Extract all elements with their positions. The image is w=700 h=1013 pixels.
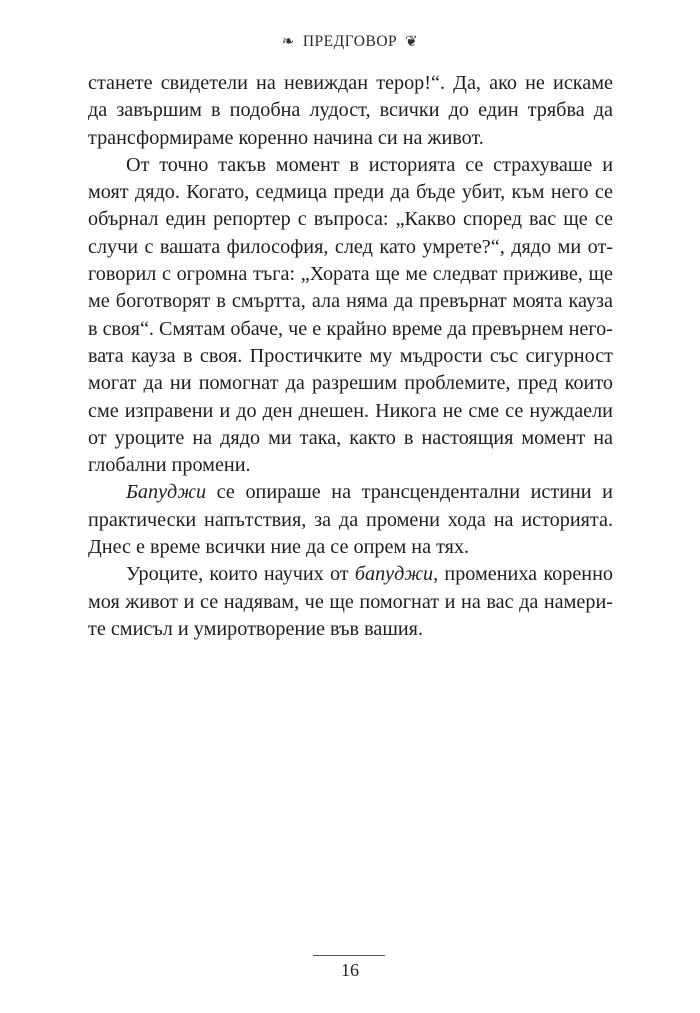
text-line: Днес е време всички ние да се опрем на тях. <box>88 536 470 559</box>
text-line: ме боготворят в смъртта, ала няма да превърнат моята кауза <box>88 290 613 313</box>
italic-term: бапуджи <box>354 563 434 586</box>
header-title: ПРЕДГОВОР <box>302 32 398 50</box>
italic-term: Бапуджи <box>126 481 207 504</box>
right-ornament-icon: ❦ <box>405 34 419 50</box>
text-line: от уроците на дядо ми така, както в настоящия момент на <box>88 426 613 449</box>
text-line: глобални промени. <box>88 454 251 477</box>
running-header <box>0 32 700 51</box>
text-line: в своя“. Смятам обаче, че е крайно време да превърнем него- <box>88 317 613 340</box>
body-text <box>88 70 613 643</box>
text-line: сме изправени и до ден днешен. Никога не сме се нуждаели <box>88 399 613 422</box>
left-ornament-icon: ❧ <box>281 34 295 50</box>
text-line: говорил с огромна тъга: „Хората ще ме следват приживе, ще <box>88 263 613 286</box>
page-number: 16 <box>341 960 359 980</box>
text-line: случи с вашата философия, след като умрете?“, дядо ми от- <box>88 235 613 258</box>
text-line: вата кауза в своя. Простичките му мъдрости със сигурност <box>88 344 613 367</box>
text-line <box>88 479 613 506</box>
text-fragment: , промениха коренно <box>433 563 613 586</box>
text-line <box>88 561 613 588</box>
text-line: могат да ни помогнат да разрешим проблемите, пред които <box>88 372 613 395</box>
text-fragment: Уроците, които научих от <box>126 563 355 586</box>
text-line: обърнал един репортер с въпроса: „Какво според вас ще се <box>88 208 613 231</box>
text-fragment: се опираше на трансцендентални истини и <box>206 481 613 504</box>
text-line: те смисъл и умиротворение във вашия. <box>88 617 423 640</box>
text-line: моя живот и се надявам, че ще помогнат и на вас да намери- <box>88 590 613 613</box>
text-line: станете свидетели на невиждан терор!“. Да, ако не искаме <box>88 72 613 94</box>
footer-rule <box>313 955 385 956</box>
text-line: От точно такъв момент в историята се страхуваше и <box>126 153 613 176</box>
text-line: моят дядо. Когато, седмица преди да бъде убит, към него се <box>88 181 613 204</box>
text-line: трансформираме коренно начина си на живот. <box>88 126 484 149</box>
text-line: практически напътствия, за да промени хода на историята. <box>88 508 613 531</box>
text-line: да завършим в подобна лудост, всички до един трябва да <box>88 99 613 122</box>
